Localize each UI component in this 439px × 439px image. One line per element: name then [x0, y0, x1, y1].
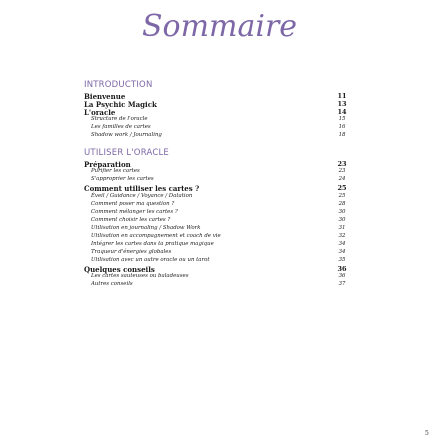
- toc-entry-page: 34: [338, 248, 346, 255]
- toc-entry-page: 28: [338, 200, 346, 207]
- toc-entry-label: Les cartes sauteuses ou baladeuses: [91, 273, 189, 279]
- toc-entry-page: 25: [337, 184, 347, 193]
- toc-entry-page: 24: [338, 176, 346, 183]
- section-heading-label: UTILISER L'ORACLE: [84, 148, 169, 159]
- toc-entry-label: Intégrer les cartes dans ta pratique magique: [91, 240, 214, 247]
- toc-entry-label: La Psychic Magick: [84, 100, 157, 110]
- toc-entry-label: Comment utiliser les cartes ?: [84, 184, 200, 194]
- toc-entry-page: 18: [338, 132, 346, 139]
- toc-entry-page: 37: [338, 281, 346, 288]
- toc-entry-page: 23: [337, 160, 347, 169]
- toc-entry-page: 11: [337, 92, 347, 100]
- toc-entry-label: Comment mélanger les cartes ?: [91, 208, 178, 215]
- toc-entry-label: Purifier les cartes: [91, 168, 140, 175]
- toc-entry-label: Bienvenue: [84, 92, 126, 101]
- toc-entry-page: 14: [337, 108, 347, 117]
- toc-entry-label: Quelques conseils: [84, 264, 155, 274]
- page-number: 5: [425, 430, 429, 437]
- page-title: Sommaire: [141, 9, 298, 44]
- toc-entry-label: Préparation: [84, 160, 131, 170]
- toc-entry-page: 23: [338, 168, 346, 175]
- toc-entry-label: Traqueur d'énergies globales: [91, 248, 172, 255]
- toc-entry-page: 15: [338, 116, 346, 123]
- toc-entry-page: 35: [338, 256, 346, 263]
- section-heading[interactable]: [0, 80, 439, 89]
- toc-entry-label: Les familles de cartes: [91, 124, 151, 131]
- toc-entry-page: 25: [338, 192, 346, 199]
- toc-entry-page: 36: [337, 264, 347, 273]
- section-heading[interactable]: [0, 148, 439, 157]
- toc-entry-page: 32: [338, 232, 346, 239]
- toc-entry-page: 34: [338, 240, 346, 247]
- toc-entry-label: S'approprier les cartes: [91, 176, 154, 183]
- toc-entry-page: 30: [338, 208, 346, 215]
- toc-entry-label: Utilisation en accompagnement et coach de vie: [91, 232, 221, 239]
- toc-entry-label: Shadow work / Journaling: [91, 132, 162, 139]
- toc-entry-label: Autres conseils: [91, 281, 133, 288]
- toc-entry-page: 31: [338, 224, 346, 231]
- toc-entry-page: 30: [338, 216, 346, 223]
- toc-entry-page: 16: [338, 124, 346, 131]
- section-heading-label: INTRODUCTION: [84, 80, 153, 90]
- toc-entry-page: 36: [338, 273, 346, 279]
- toc-entry-label: Utilisation avec un autre oracle ou un tarot: [91, 256, 210, 263]
- toc-entry-label: Comment choisir les cartes ?: [91, 216, 171, 223]
- toc-entry-label: Éveil / Guidance / Voyance / Datation: [91, 192, 193, 199]
- toc-subentry[interactable]: [0, 281, 439, 290]
- toc-entry-label: Structure de l'oracle: [91, 116, 148, 123]
- toc-subentry[interactable]: [0, 132, 439, 141]
- toc-entry-label: L'oracle: [84, 108, 116, 118]
- toc-entry-label: Utilisation en journaling / Shadow Work: [91, 224, 201, 231]
- toc-entry-page: 13: [337, 100, 347, 109]
- toc-entry-label: Comment poser ma question ?: [91, 200, 175, 207]
